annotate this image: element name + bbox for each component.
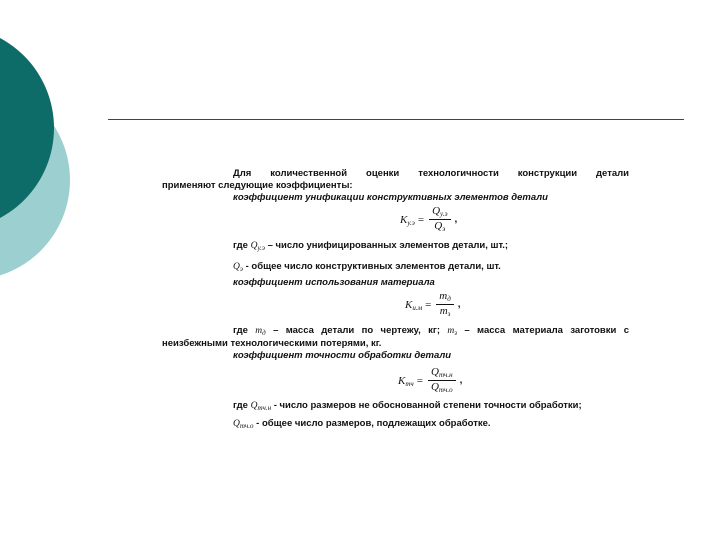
where-4: где $Q_{тч.н}$ - число размеров не обоснованной степени точности обработки; [233, 400, 582, 412]
intro-word: Для [233, 168, 252, 179]
intro-word: оценки [366, 168, 400, 179]
coef3-title: коэффициент точности обработки детали [233, 350, 452, 361]
formula2-lhs: Kи.м [405, 298, 423, 312]
where-1: где $Q_{у.э}$ – число унифицированных элементов детали, шт.; [233, 240, 509, 252]
header-rule [108, 119, 684, 120]
formula-3 [398, 366, 462, 395]
formula3-eq: = [416, 374, 423, 387]
intro-word: количественной [270, 168, 348, 179]
intro-word: технологичности [418, 168, 499, 179]
intro-word: конструкции [517, 168, 578, 179]
intro-line-1 [233, 168, 629, 180]
where-2: $Q_э$ - общее число конструктивных элементов детали, шт. [233, 261, 501, 273]
where-5: $Q_{тч.о}$ - общее число размеров, подлежащих обработке. [233, 418, 491, 430]
formula1-comma: , [454, 214, 458, 225]
formula-1 [400, 205, 457, 234]
intro-line-2: применяют следующие коэффициенты: [162, 180, 353, 191]
formula2-fraction: $\frac{mд}{mз}$ [436, 290, 454, 319]
formula3-fraction: $\frac{\text{Qтч.н}}{\text{Qтч.о}}$ [428, 366, 456, 395]
where-3-line-2: неизбежными технологическими потерями, кг. [162, 338, 382, 349]
formula3-comma: , [459, 375, 463, 386]
formula3-lhs: Kтч [398, 374, 414, 388]
formula2-eq: = [425, 298, 432, 311]
decorative-circles [0, 0, 120, 320]
coef2-title: коэффициент использования материала [233, 277, 435, 288]
where-3: где $m_д$ – масса детали по чертежу, кг; $m_з$ – масса материала заготовки с [233, 325, 630, 337]
formula-2 [405, 290, 461, 319]
formula2-comma: , [457, 299, 461, 310]
formula1-lhs: Kу.э [400, 213, 415, 227]
formula1-fraction: $\frac{Qу.э}{Qэ}$ [429, 205, 450, 234]
intro-word: детали [596, 168, 630, 179]
formula1-eq: = [417, 213, 425, 226]
coef1-title: коэффициент унификации конструктивных элементов детали [233, 192, 548, 203]
